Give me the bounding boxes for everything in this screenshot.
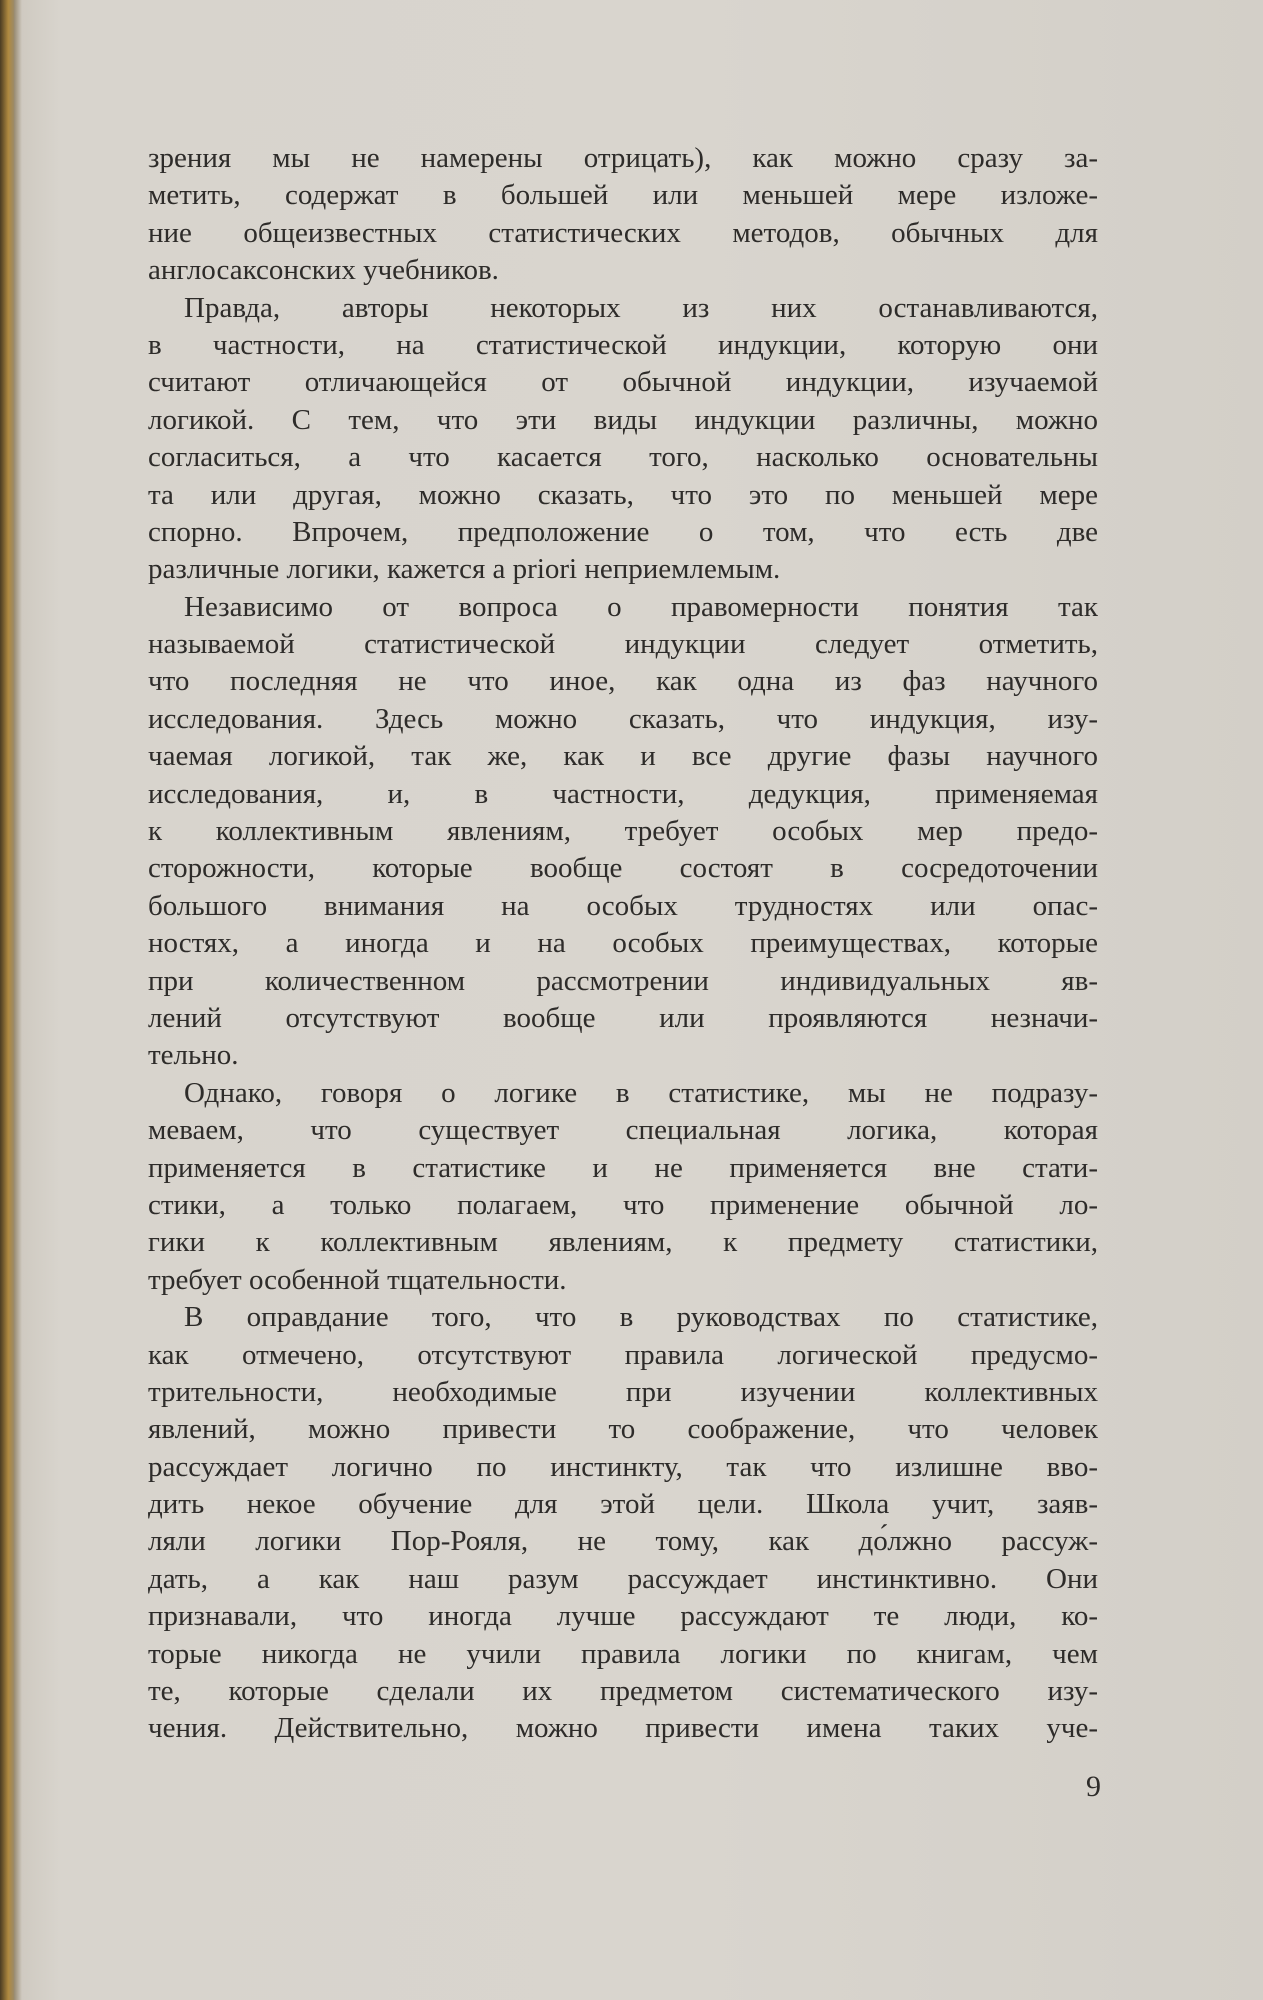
text-line: считают отличающейся от обычной индукции, изучаемой: [148, 366, 1098, 399]
text-line: называемой статистической индукции следует отметить,: [148, 628, 1098, 661]
text-line: логикой. С тем, что эти виды индукции различны, можно: [148, 403, 1098, 436]
text-line: лений отсутствуют вообще или проявляются незначи-: [148, 1001, 1098, 1034]
text-line: В оправдание того, что в руководствах по статистике,: [184, 1301, 1098, 1334]
text-line: ляли логики Пор-Рояля, не тому, как до́лжно рассуж-: [148, 1525, 1098, 1558]
paragraph: [148, 1299, 1098, 1748]
text-line: стики, а только полагаем, что применение обычной ло-: [148, 1188, 1098, 1221]
text-line: меваем, что существует специальная логика, которая: [148, 1114, 1098, 1147]
text-line: Правда, авторы некоторых из них останавливаются,: [184, 291, 1098, 324]
text-line: дать, а как наш разум рассуждает инстинктивно. Они: [148, 1562, 1098, 1595]
text-line: сторожности, которые вообще состоят в сосредоточении: [148, 852, 1098, 885]
text-line: требует особенной тщательности.: [148, 1263, 567, 1296]
text-line: при количественном рассмотрении индивидуальных яв-: [148, 964, 1098, 997]
text-line: англосаксонских учебников.: [148, 254, 499, 287]
text-line: тельно.: [148, 1039, 239, 1072]
paragraph: [148, 589, 1098, 1075]
text-line: что последняя не что иное, как одна из фаз научного: [148, 665, 1098, 698]
text-line: рассуждает логично по инстинкту, так что излишне вво-: [148, 1450, 1098, 1483]
text-line: та или другая, можно сказать, что это по меньшей мере: [148, 478, 1098, 511]
text-line: исследования. Здесь можно сказать, что индукция, изу-: [148, 702, 1098, 735]
paragraph: [148, 1075, 1098, 1299]
page-number: 9: [1086, 1770, 1101, 1803]
text-line: метить, содержат в большей или меньшей мере изложе-: [148, 179, 1098, 212]
paragraph: [148, 290, 1098, 589]
text-line: применяется в статистике и не применяется вне стати-: [148, 1151, 1098, 1184]
text-line: трительности, необходимые при изучении коллективных: [148, 1375, 1098, 1408]
text-line: чения. Действительно, можно привести имена таких уче-: [148, 1712, 1098, 1745]
text-line: спорно. Впрочем, предположение о том, что есть две: [148, 515, 1098, 548]
text-line: явлений, можно привести то соображение, что человек: [148, 1413, 1098, 1446]
text-line: исследования, и, в частности, дедукция, применяемая: [148, 777, 1098, 810]
text-line: согласиться, а что касается того, насколько основательны: [148, 441, 1098, 474]
book-spine-edge: [0, 0, 14, 2000]
text-line: различные логики, кажется a priori неприемлемым.: [148, 553, 781, 586]
text-line: торые никогда не учили правила логики по книгам, чем: [148, 1637, 1098, 1670]
paragraph: [148, 140, 1098, 290]
text-line: Независимо от вопроса о правомерности понятия так: [184, 590, 1098, 623]
text-line: те, которые сделали их предметом систематического изу-: [148, 1675, 1098, 1708]
text-line: большого внимания на особых трудностях или опас-: [148, 889, 1098, 922]
text-line: признавали, что иногда лучше рассуждают те люди, ко-: [148, 1600, 1098, 1633]
text-line: ние общеизвестных статистических методов, обычных для: [148, 216, 1098, 249]
text-line: чаемая логикой, так же, как и все другие фазы научного: [148, 740, 1098, 773]
text-line: в частности, на статистической индукции, которую они: [148, 328, 1098, 361]
text-line: зрения мы не намерены отрицать), как можно сразу за-: [148, 142, 1098, 174]
text-line: Однако, говоря о логике в статистике, мы не подразу-: [184, 1076, 1098, 1109]
text-line: ностях, а иногда и на особых преимуществах, которые: [148, 927, 1098, 960]
page-body-text: [148, 140, 1098, 1748]
text-line: дить некое обучение для этой цели. Школа учит, заяв-: [148, 1488, 1098, 1521]
text-line: как отмечено, отсутствуют правила логической предусмо-: [148, 1338, 1098, 1371]
text-line: к коллективным явлениям, требует особых мер предо-: [148, 815, 1098, 848]
text-line: гики к коллективным явлениям, к предмету статистики,: [148, 1226, 1098, 1259]
